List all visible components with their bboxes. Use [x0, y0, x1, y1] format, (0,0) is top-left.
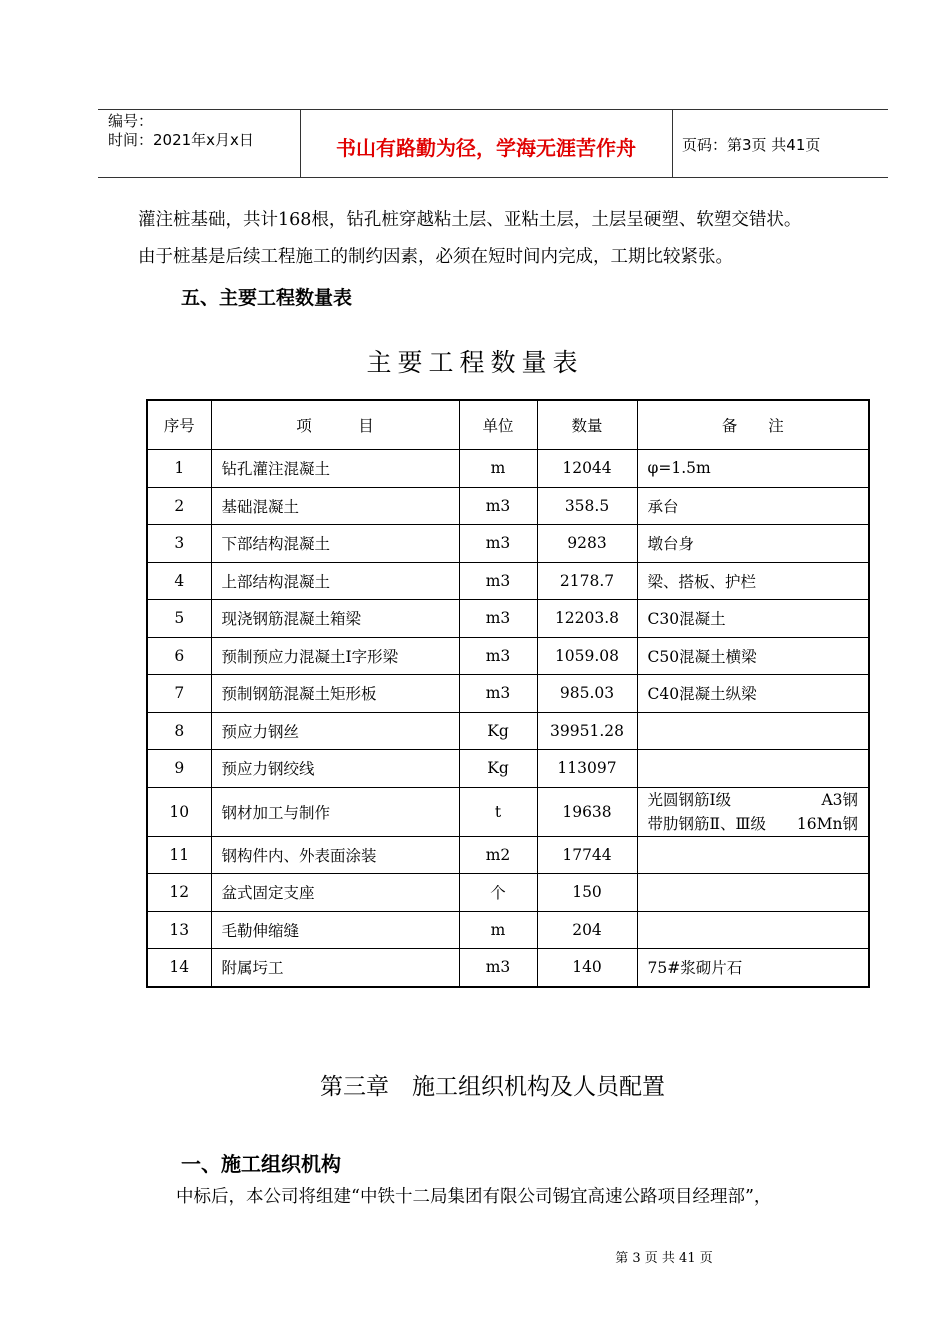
cell-item: 预应力钢绞线	[211, 750, 459, 788]
table-header-row	[147, 400, 869, 450]
cell-index: 9	[147, 750, 211, 788]
table-row	[147, 525, 869, 563]
footer-page-number: 第 3 页 共 41 页	[615, 1251, 713, 1266]
cell-remarks: φ=1.5m	[637, 450, 869, 488]
cell-remarks: 75#浆砌片石	[637, 949, 869, 987]
cell-unit: m3	[459, 562, 537, 600]
cell-unit: m	[459, 450, 537, 488]
table-row	[147, 836, 869, 874]
cell-quantity: 2178.7	[537, 562, 637, 600]
table-row	[147, 675, 869, 713]
cell-remarks: C30混凝土	[637, 600, 869, 638]
cell-unit: m2	[459, 836, 537, 874]
cell-index: 11	[147, 836, 211, 874]
cell-unit: Kg	[459, 712, 537, 750]
cell-quantity: 17744	[537, 836, 637, 874]
cell-item: 毛勒伸缩缝	[211, 911, 459, 949]
header-cell-index: 序号	[147, 400, 211, 450]
cell-quantity: 12044	[537, 450, 637, 488]
cell-index: 6	[147, 637, 211, 675]
cell-remarks: 墩台身	[637, 525, 869, 563]
steel-note-a3: A3钢	[821, 790, 858, 809]
chapter-title: 第三章 施工组织机构及人员配置	[320, 1074, 665, 1100]
table-row	[147, 874, 869, 912]
cell-unit: Kg	[459, 750, 537, 788]
cell-remarks	[637, 750, 869, 788]
cell-index: 8	[147, 712, 211, 750]
steel-note-16mn: 16Mn钢	[796, 814, 858, 833]
cell-quantity: 150	[537, 874, 637, 912]
quantity-table	[146, 399, 870, 988]
cell-quantity: 985.03	[537, 675, 637, 713]
table-title: 主要工程数量表	[366, 348, 584, 377]
cell-remarks: 承台	[637, 487, 869, 525]
cell-item: 下部结构混凝土	[211, 525, 459, 563]
chapter-paragraph: 中标后，本公司将组建“中铁十二局集团有限公司锡宜高速公路项目经理部”，	[176, 1187, 772, 1207]
cell-item: 现浇钢筋混凝土箱梁	[211, 600, 459, 638]
cell-item: 预制预应力混凝土I字形梁	[211, 637, 459, 675]
cell-quantity: 113097	[537, 750, 637, 788]
cell-item: 钻孔灌注混凝土	[211, 450, 459, 488]
steel-note-plain-bar: 光圆钢筋Ⅰ级	[647, 790, 732, 809]
cell-unit: m3	[459, 525, 537, 563]
cell-remarks	[637, 712, 869, 750]
header-cell-item: 项 目	[211, 400, 459, 450]
table-row	[147, 712, 869, 750]
header-top-border	[98, 109, 888, 110]
cell-unit: 个	[459, 874, 537, 912]
cell-quantity: 358.5	[537, 487, 637, 525]
table-row	[147, 787, 869, 836]
cell-quantity: 19638	[537, 787, 637, 836]
cell-unit: m3	[459, 675, 537, 713]
cell-quantity: 140	[537, 949, 637, 987]
steel-note-line-1	[648, 788, 859, 812]
cell-item: 钢材加工与制作	[211, 787, 459, 836]
cell-quantity: 39951.28	[537, 712, 637, 750]
table-row	[147, 949, 869, 987]
cell-index: 5	[147, 600, 211, 638]
cell-index: 2	[147, 487, 211, 525]
cell-remarks	[637, 874, 869, 912]
cell-unit: m3	[459, 600, 537, 638]
paragraph-line-1: 灌注桩基础，共计168根，钻孔桩穿越粘土层、亚粘土层，土层呈硬塑、软塑交错状。	[138, 210, 802, 230]
cell-unit: t	[459, 787, 537, 836]
steel-note-line-2	[648, 812, 859, 836]
cell-index: 4	[147, 562, 211, 600]
cell-index: 1	[147, 450, 211, 488]
cell-remarks: C50混凝土横梁	[637, 637, 869, 675]
cell-remarks	[637, 911, 869, 949]
cell-quantity: 9283	[537, 525, 637, 563]
cell-item: 基础混凝土	[211, 487, 459, 525]
header-motto: 书山有路勤为径，学海无涯苦作舟	[336, 136, 636, 160]
cell-index: 3	[147, 525, 211, 563]
header-time: 时间：2021年x月x日	[108, 131, 254, 149]
cell-unit: m3	[459, 949, 537, 987]
cell-index: 7	[147, 675, 211, 713]
cell-remarks: 梁、搭板、护栏	[637, 562, 869, 600]
cell-remarks	[637, 787, 869, 836]
steel-grade-note	[648, 788, 859, 836]
cell-index: 12	[147, 874, 211, 912]
cell-remarks	[637, 836, 869, 874]
table-row	[147, 637, 869, 675]
cell-unit: m3	[459, 637, 537, 675]
cell-item: 预制钢筋混凝土矩形板	[211, 675, 459, 713]
section-heading-1: 一、施工组织机构	[181, 1152, 341, 1176]
cell-remarks: C40混凝土纵梁	[637, 675, 869, 713]
header-meta	[108, 112, 254, 150]
section-heading-5: 五、主要工程数量表	[181, 287, 353, 309]
header-bottom-border	[98, 177, 888, 178]
cell-index: 14	[147, 949, 211, 987]
table-row	[147, 562, 869, 600]
cell-index: 10	[147, 787, 211, 836]
header-page-number: 页码：第3页 共41页	[682, 136, 821, 154]
cell-quantity: 12203.8	[537, 600, 637, 638]
cell-item: 预应力钢丝	[211, 712, 459, 750]
cell-item: 上部结构混凝土	[211, 562, 459, 600]
table-row	[147, 911, 869, 949]
cell-quantity: 1059.08	[537, 637, 637, 675]
table-row	[147, 487, 869, 525]
header-divider-right	[672, 109, 673, 177]
table-row	[147, 450, 869, 488]
paragraph-line-2: 由于桩基是后续工程施工的制约因素，必须在短时间内完成，工期比较紧张。	[138, 247, 733, 267]
table-row	[147, 600, 869, 638]
header-cell-remarks: 备 注	[637, 400, 869, 450]
table-row	[147, 750, 869, 788]
cell-item: 钢构件内、外表面涂装	[211, 836, 459, 874]
header-number: 编号：	[108, 112, 154, 130]
header-cell-unit: 单位	[459, 400, 537, 450]
cell-unit: m3	[459, 487, 537, 525]
steel-note-ribbed-bar: 带肋钢筋Ⅱ、Ⅲ级	[647, 814, 766, 833]
cell-item: 附属圬工	[211, 949, 459, 987]
cell-item: 盆式固定支座	[211, 874, 459, 912]
header-cell-quantity: 数量	[537, 400, 637, 450]
cell-quantity: 204	[537, 911, 637, 949]
cell-index: 13	[147, 911, 211, 949]
cell-unit: m	[459, 911, 537, 949]
